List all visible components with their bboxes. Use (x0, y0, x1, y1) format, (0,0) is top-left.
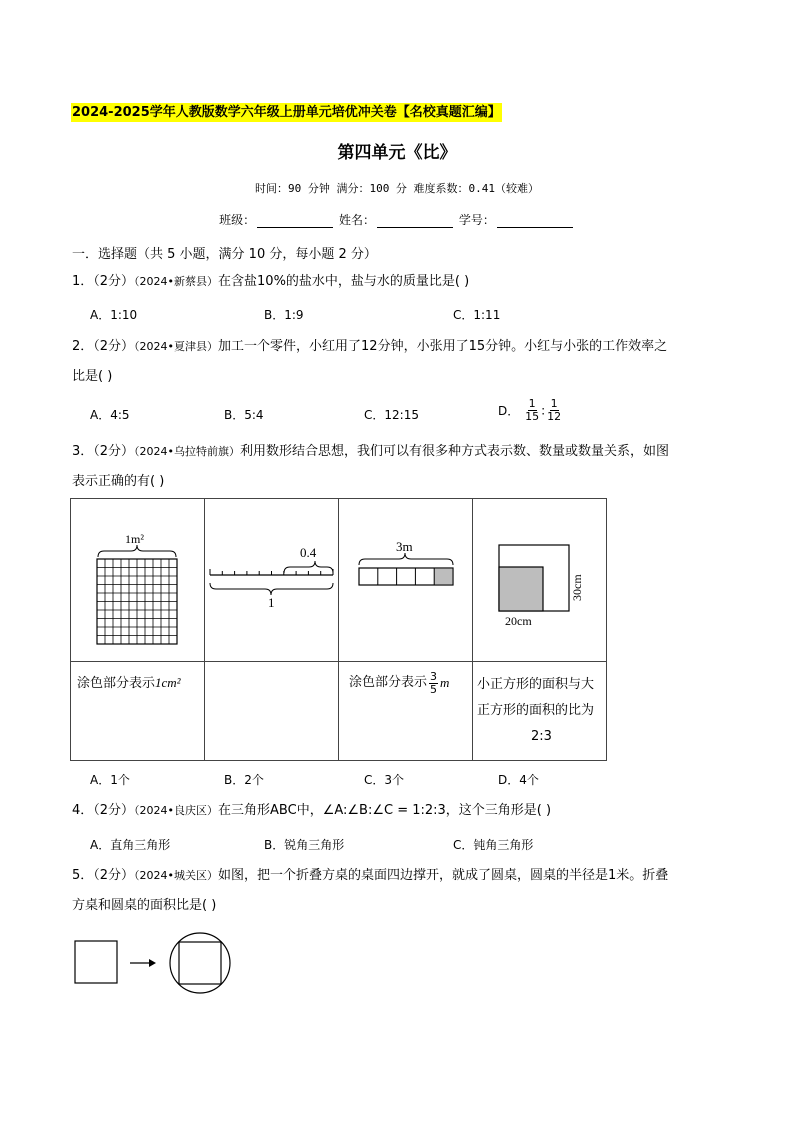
cell1-label: 涂色部分表示 (77, 676, 156, 691)
number-label: 学号： (458, 213, 495, 227)
q4-text: 在三角形ABC中，∠A:∠B:∠C = 1:2:3，这个三角形是( ) (218, 803, 552, 818)
q5-lead: 5．（2分） (72, 868, 135, 883)
q5-text-line2: 方桌和圆桌的面积比是( ) (72, 898, 217, 913)
student-info (0, 211, 794, 228)
q3-source: （2024•乌拉特前旗） (134, 445, 241, 458)
fig3-cell (339, 499, 473, 662)
q3-option-b[interactable]: B．2个 (224, 773, 264, 787)
exam-meta: 时间：90 分钟 满分：100 分 难度系数：0.41（较难） (254, 182, 540, 195)
fig3-label: 3m (396, 539, 413, 554)
class-label: 班级： (219, 213, 256, 227)
q2-option-b[interactable]: B．5:4 (224, 408, 264, 422)
grid-figure (71, 499, 204, 661)
fig1-cell (71, 499, 205, 662)
q2-text: 加工一个零件，小红用了12分钟，小张用了15分钟。小红与小张的工作效率之 (218, 339, 668, 354)
question-3 (72, 442, 669, 462)
inner-square (179, 942, 221, 984)
q4-lead: 4．（2分） (72, 803, 135, 818)
fraction (429, 671, 438, 696)
q1-text: 在含盐10%的盐水中，盐与水的质量比是( ) (218, 274, 470, 289)
segment-figure (339, 499, 472, 661)
denominator: 12 (547, 410, 562, 423)
question-2 (72, 337, 667, 357)
cell4-line: 2:3 (531, 729, 552, 744)
cell2-text (205, 662, 339, 761)
cell1-unit: 1cm² (155, 675, 181, 690)
question-1 (72, 272, 469, 292)
q4-option-b[interactable]: B．锐角三角形 (264, 838, 345, 852)
cell3-unit: m (440, 675, 450, 690)
header-banner: 2024-2025学年人教版数学六年级上册单元培优冲关卷【名校真题汇编】 (72, 105, 501, 120)
q2-option-d[interactable]: D． $\frac{1}{15}$ : $\frac{1}{12}$ (498, 397, 562, 423)
squares-figure (473, 499, 606, 661)
q1-option-b[interactable]: B．1:9 (264, 308, 304, 322)
q2-text-line2: 比是( ) (72, 369, 113, 384)
fraction (525, 398, 539, 423)
q5-source: （2024•城关区） (134, 869, 219, 882)
cell1-text (71, 662, 205, 761)
number-field[interactable] (497, 215, 573, 228)
q3-option-a[interactable]: A．1个 (90, 773, 130, 787)
q1-option-c[interactable]: C．1:11 (453, 308, 501, 322)
q2-option-d-label: D． (498, 404, 520, 418)
q4-source: （2024•良庆区） (134, 804, 219, 817)
q2-source: （2024•夏津县） (134, 340, 219, 353)
q5-text: 如图，把一个折叠方桌的桌面四边撑开，就成了圆桌，圆桌的半径是1米。折叠 (218, 868, 669, 883)
class-field[interactable] (257, 215, 333, 228)
arrow-head-icon (149, 959, 156, 967)
fig4-cell (473, 499, 607, 662)
page-title: 第四单元《比》 (337, 143, 457, 163)
cell3-label: 涂色部分表示 (349, 675, 428, 690)
q4-option-a[interactable]: A．直角三角形 (90, 838, 171, 852)
q2-lead: 2．（2分） (72, 339, 135, 354)
numberline-figure (205, 499, 338, 661)
denominator: 15 (525, 410, 540, 423)
fig2-top-label: 0.4 (300, 545, 317, 560)
q1-option-a[interactable]: A．1:10 (90, 308, 138, 322)
table-transform-figure (70, 930, 250, 996)
numerator: 1 (550, 397, 558, 410)
cell4-line: 正方形的面积的比为 (477, 703, 595, 718)
cell4-line: 小正方形的面积与大 (477, 677, 595, 692)
q2-option-a[interactable]: A．4:5 (90, 408, 130, 422)
name-field[interactable] (377, 215, 453, 228)
numerator: 1 (528, 397, 536, 410)
square-table (75, 941, 117, 983)
q1-source: （2024•新蔡县） (134, 275, 219, 288)
q3-text: 利用数形结合思想，我们可以有很多种方式表示数、数量或数量关系，如图 (240, 444, 670, 459)
small-square (499, 567, 543, 611)
name-label: 姓名： (338, 213, 375, 227)
section-heading: 一．选择题（共 5 小题，满分 10 分，每小题 2 分） (72, 247, 377, 262)
fig4-bottom-label: 20cm (505, 614, 532, 628)
question-5 (72, 866, 668, 886)
fig2-bottom-label: 1 (268, 595, 275, 610)
fig4-side-label: 30cm (570, 574, 584, 601)
numerator: 3 (430, 669, 438, 683)
q1-lead: 1．（2分） (72, 274, 135, 289)
question-4 (72, 801, 551, 821)
fig1-label: 1m² (125, 532, 144, 546)
q2-option-c[interactable]: C．12:15 (364, 408, 419, 422)
q3-option-d[interactable]: D．4个 (498, 773, 539, 787)
cell3-text (339, 662, 473, 761)
fig2-cell (205, 499, 339, 662)
denominator: 5 (430, 682, 438, 696)
q4-option-c[interactable]: C．钝角三角形 (453, 838, 534, 852)
q3-text-line2: 表示正确的有( ) (72, 474, 165, 489)
q3-figure-table (70, 498, 607, 761)
q3-lead: 3．（2分） (72, 444, 135, 459)
q3-option-c[interactable]: C．3个 (364, 773, 405, 787)
fraction (547, 398, 561, 423)
cell4-text (473, 662, 607, 761)
shaded-segment (434, 568, 453, 585)
